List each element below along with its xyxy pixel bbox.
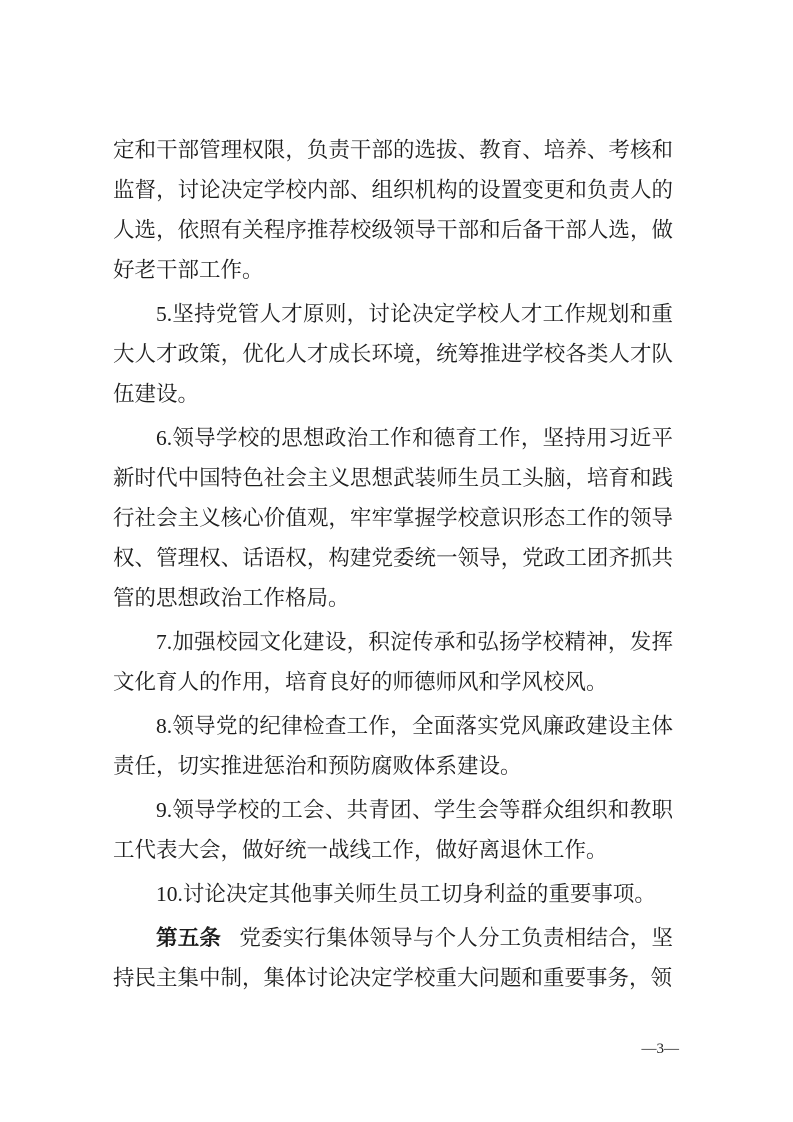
paragraph-text: 定和干部管理权限，负责干部的选拔、教育、培养、考核和监督，讨论决定学校内部、组织机构的设置变更和负责人的人选，依照有关程序推荐校级领导干部和后备干部人选，做好老干部工作。	[113, 138, 673, 282]
paragraph-text: 8.领导党的纪律检查工作，全面落实党风廉政建设主体责任，切实推进惩治和预防腐败体系建设。	[113, 714, 673, 778]
list-item-8-discipline-inspection	[113, 706, 673, 786]
list-item-9-mass-organizations	[113, 790, 673, 870]
list-item-7-campus-culture	[113, 622, 673, 702]
paragraph-text: 7.加强校园文化建设，积淀传承和弘扬学校精神，发挥文化育人的作用，培育良好的师德师风和学风校风。	[113, 630, 673, 694]
article-5-heading: 第五条	[156, 926, 222, 950]
paragraph-text: 党委实行集体领导与个人分工负责相结合，坚持民主集中制，集体讨论决定学校重大问题和重要事务，领	[113, 926, 673, 990]
list-item-5-talent	[113, 294, 673, 414]
document-text-block	[113, 130, 673, 1002]
page-number: —3—	[641, 1041, 679, 1057]
list-item-10-other-matters	[113, 874, 673, 914]
paragraph-text: 9.领导学校的工会、共青团、学生会等群众组织和教职工代表大会，做好统一战线工作，做好离退休工作。	[113, 798, 673, 862]
article-5-paragraph	[113, 918, 673, 998]
paragraph-text: 5.坚持党管人才原则，讨论决定学校人才工作规划和重大人才政策，优化人才成长环境，统筹推进学校各类人才队伍建设。	[113, 302, 673, 406]
paragraph-continuation-cadre-management	[113, 130, 673, 290]
list-item-6-ideology	[113, 418, 673, 618]
paragraph-text: 10.讨论决定其他事关师生员工切身利益的重要事项。	[156, 882, 656, 906]
paragraph-text: 6.领导学校的思想政治工作和德育工作，坚持用习近平新时代中国特色社会主义思想武装师生员工头脑，培育和践行社会主义核心价值观，牢牢掌握学校意识形态工作的领导权、管理权、话语权，构建党委统一领导，党政工团齐抓共管的思想政治工作格局。	[113, 426, 673, 610]
